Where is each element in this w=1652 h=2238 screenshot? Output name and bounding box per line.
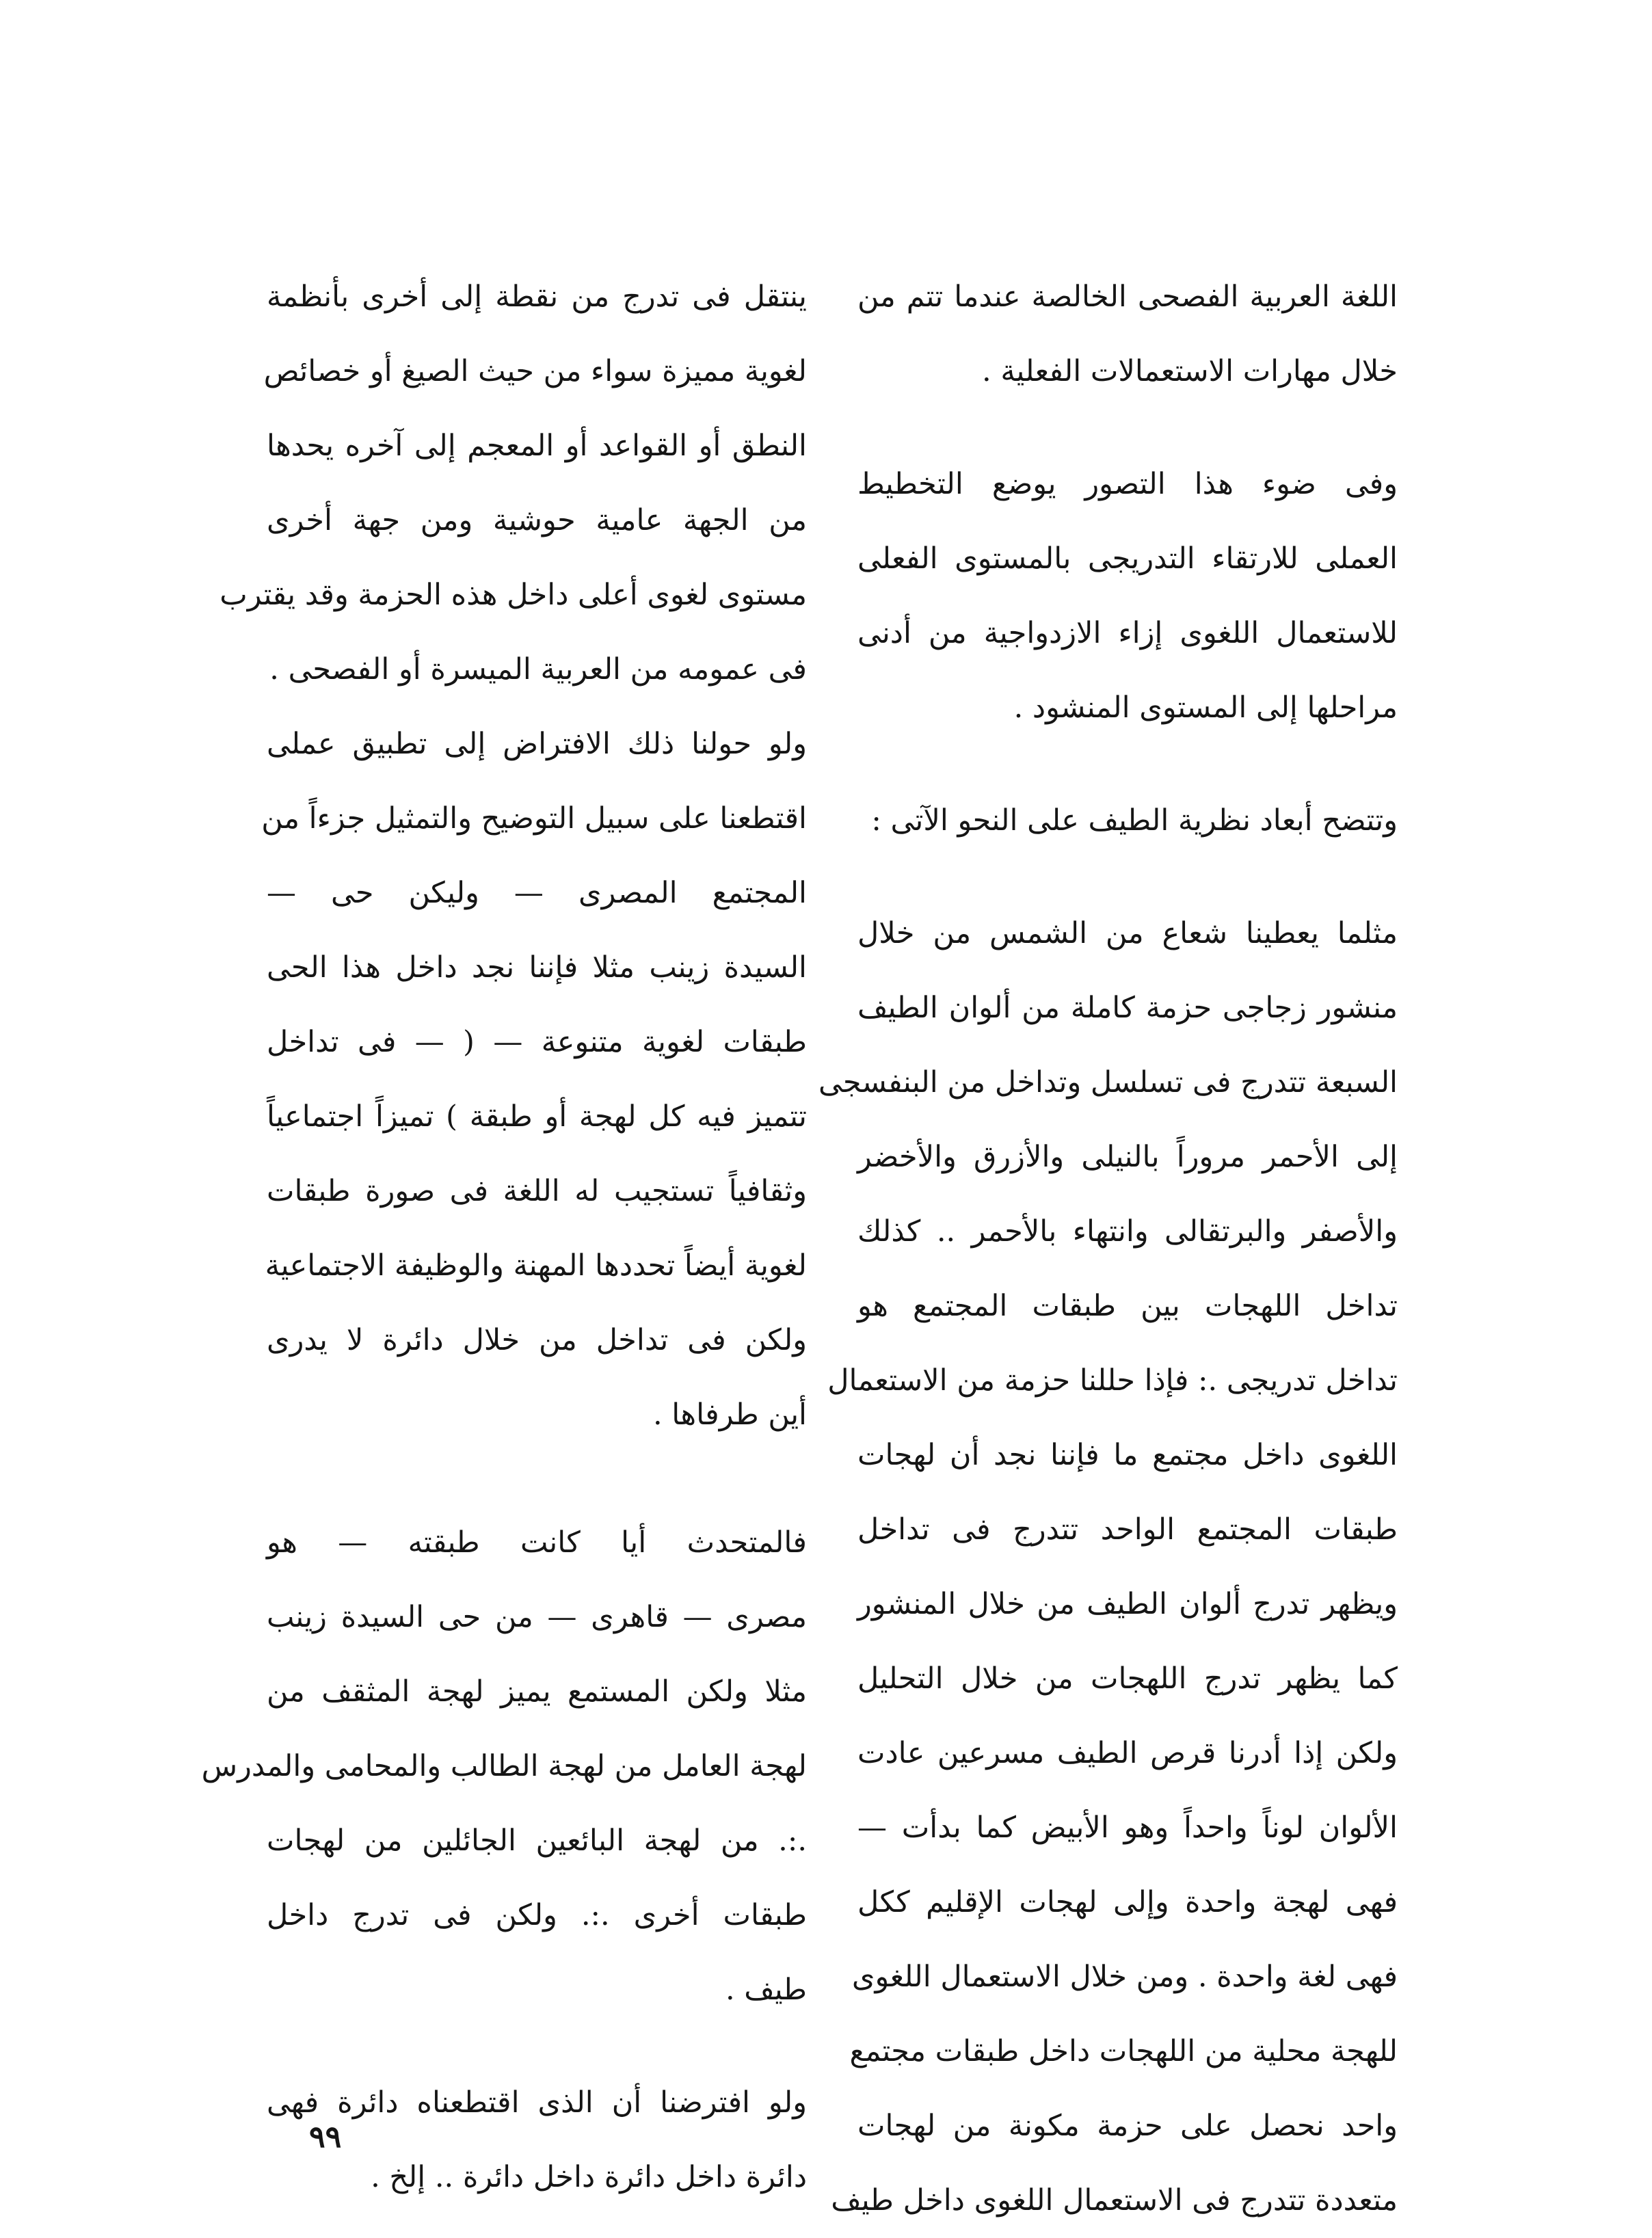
text-line: ينتقل فى تدرج من نقطة إلى أخرى بأنظمة: [267, 280, 807, 314]
text-line: وفى ضوء هذا التصور يوضع التخطيط: [857, 467, 1398, 501]
text-line: إلى الأحمر مروراً بالنيلى والأزرق والأخضر: [857, 1140, 1398, 1174]
text-line: وتتضح أبعاد نظرية الطيف على النحو الآتى :: [871, 803, 1398, 838]
text-line: واحد نحصل على حزمة مكونة من لهجات: [857, 2109, 1398, 2143]
text-line: تتميز فيه كل لهجة أو طبقة ) تميزاً اجتماعياً: [267, 1100, 807, 1134]
text-line: لغوية مميزة سواء من حيث الصيغ أو خصائص: [263, 354, 807, 388]
text-line: دائرة داخل دائرة داخل دائرة .. إلخ .: [371, 2160, 807, 2194]
text-line: السيدة زينب مثلا فإننا نجد داخل هذا الحى: [267, 950, 807, 985]
text-line: متعددة تتدرج فى الاستعمال اللغوى داخل طيف: [831, 2183, 1398, 2217]
text-line: اقتطعنا على سبيل التوضيح والتمثيل جزءاً من: [261, 801, 807, 836]
text-line: فهى لغة واحدة . ومن خلال الاستعمال اللغوى: [851, 1960, 1398, 1994]
text-line: أين طرفاها .: [652, 1398, 807, 1432]
text-line: ولو حولنا ذلك الافتراض إلى تطبيق عملى: [267, 727, 807, 761]
left-text-column: [201, 260, 807, 2215]
text-line: فى عمومه من العربية الميسرة أو الفصحى .: [269, 652, 807, 687]
text-line: الألوان لوناً واحداً وهو الأبيض كما بدأت —: [857, 1811, 1398, 1845]
text-line: اللغوى داخل مجتمع ما فإننا نجد أن لهجات: [857, 1438, 1398, 1472]
text-line: ولو افترضنا أن الذى اقتطعناه دائرة فهى: [267, 2086, 807, 2120]
text-line: .:. من لهجة البائعين الجائلين من لهجات: [267, 1824, 807, 1858]
text-line: طيف .: [725, 1973, 807, 2007]
text-line: خلال مهارات الاستعمالات الفعلية .: [982, 354, 1398, 388]
text-line: ولكن فى تداخل من خلال دائرة لا يدرى: [267, 1323, 807, 1357]
text-line: طبقات المجتمع الواحد تتدرج فى تداخل: [857, 1513, 1398, 1547]
text-line: للهجة محلية من اللهجات داخل طبقات مجتمع: [849, 2034, 1398, 2068]
text-line: تداخل تدريجى .: فإذا حللنا حزمة من الاستعمال: [827, 1363, 1398, 1398]
text-line: لغوية أيضاً تحددها المهنة والوظيفة الاجتماعية: [265, 1249, 807, 1283]
text-line: تداخل اللهجات بين طبقات المجتمع هو: [857, 1289, 1398, 1323]
text-line: ويظهر تدرج ألوان الطيف من خلال المنشور: [857, 1587, 1398, 1621]
text-line: اللغة العربية الفصحى الخالصة عندما تتم من: [857, 280, 1398, 314]
text-line: المجتمع المصرى — وليكن حى —: [267, 876, 807, 910]
paragraph: [219, 260, 807, 707]
text-line: والأصفر والبرتقالى وانتهاء بالأحمر .. كذلك: [857, 1214, 1398, 1249]
text-line: وثقافياً تستجيب له اللغة فى صورة طبقات: [267, 1174, 807, 1208]
text-line: مثلما يعطينا شعاع من الشمس من خلال: [857, 916, 1398, 950]
paragraph: [818, 896, 1398, 2238]
page-number: ٩٩: [309, 2120, 342, 2155]
text-line: مستوى لغوى أعلى داخل هذه الحزمة وقد يقترب: [219, 578, 807, 612]
text-line: مثلا ولكن المستمع يميز لهجة المثقف من: [267, 1675, 807, 1709]
text-line: السبعة تتدرج فى تسلسل وتداخل من البنفسجى: [818, 1065, 1398, 1100]
paragraph: [857, 260, 1398, 409]
text-line: مراحلها إلى المستوى المنشود .: [1013, 691, 1398, 725]
paragraph: [857, 784, 1398, 858]
text-line: من الجهة عامية حوشية ومن جهة أخرى: [267, 503, 807, 537]
text-line: العملى للارتقاء التدريجى بالمستوى الفعلى: [857, 542, 1398, 576]
paragraph: [201, 1506, 807, 2027]
text-line: كما يظهر تدرج اللهجات من خلال التحليل: [857, 1662, 1398, 1696]
text-line: طبقات أخرى .:. ولكن فى تدرج داخل: [267, 1898, 807, 1932]
text-line: ولكن إذا أدرنا قرص الطيف مسرعين عادت: [857, 1736, 1398, 1770]
text-line: منشور زجاجى حزمة كاملة من ألوان الطيف: [857, 991, 1398, 1025]
text-line: لهجة العامل من لهجة الطالب والمحامى والمدرس: [201, 1749, 807, 1783]
paragraph: [267, 2066, 807, 2215]
text-line: النطق أو القواعد أو المعجم إلى آخره يحدها: [267, 429, 807, 463]
text-line: فهى لهجة واحدة وإلى لهجات الإقليم ككل: [857, 1885, 1398, 1919]
paragraph: [261, 707, 807, 1452]
paragraph: [857, 447, 1398, 745]
text-line: طبقات لغوية متنوعة — ( — فى تداخل: [267, 1025, 807, 1059]
text-line: فالمتحدث أيا كانت طبقته — هو: [267, 1526, 807, 1560]
right-text-column: [818, 260, 1398, 2238]
text-line: للاستعمال اللغوى إزاء الازدواجية من أدنى: [857, 616, 1398, 650]
text-line: مصرى — قاهرى — من حى السيدة زينب: [267, 1600, 807, 1634]
